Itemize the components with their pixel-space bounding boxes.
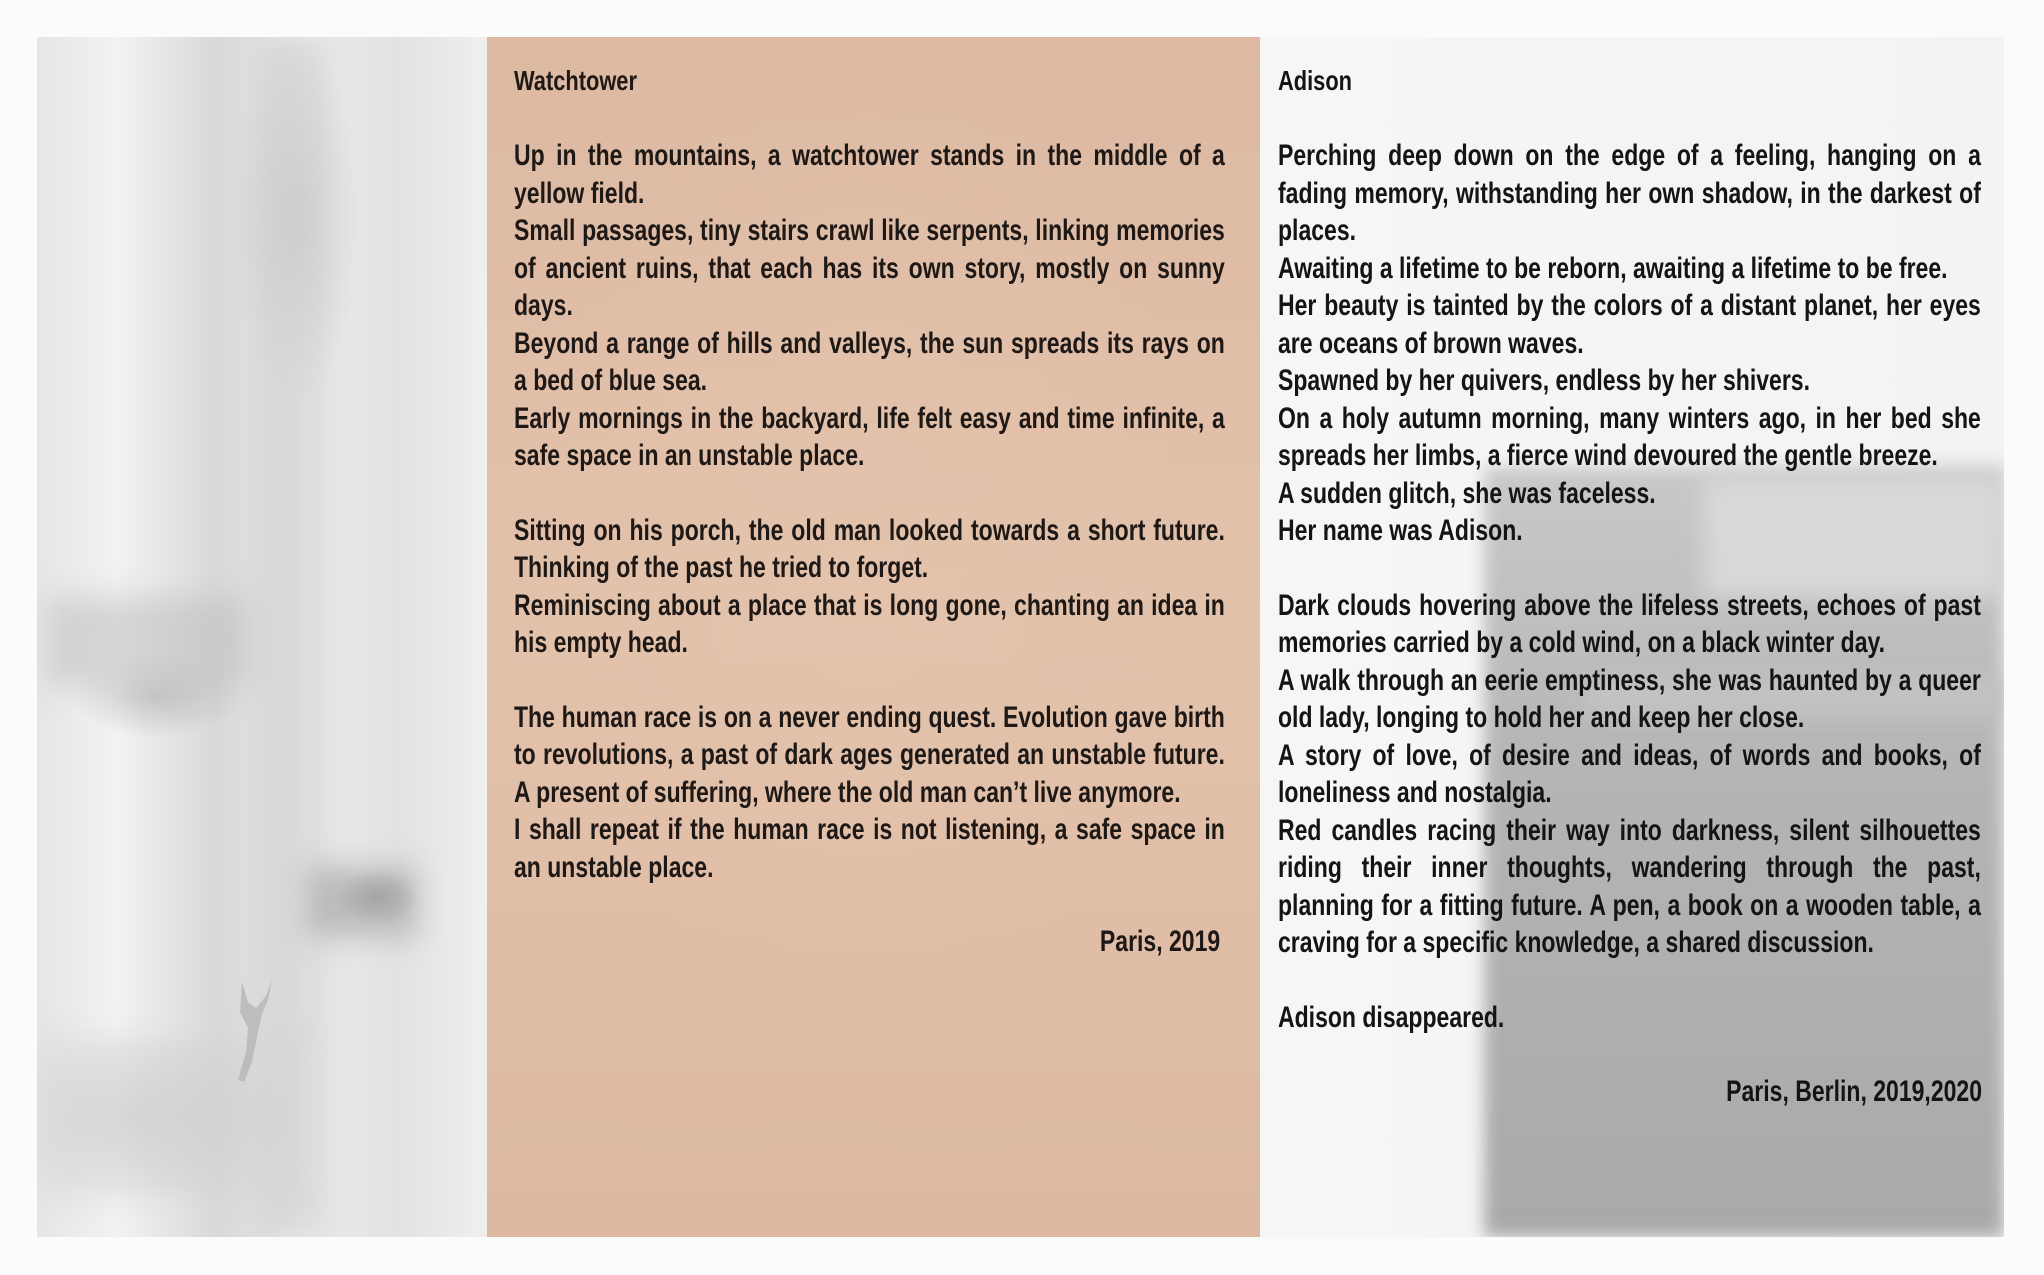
signature-text: Paris, 2019 — [1099, 925, 1220, 958]
left-photo-panel — [37, 37, 487, 1237]
deer-silhouette-icon — [222, 972, 292, 1092]
poem-line: Perching deep down on the edge of a feeling, hanging on a fading memory, withstanding her own shadow, in the darkest of places. — [1278, 139, 1981, 247]
poem-line: Red candles racing their way into darkness, silent silhouettes riding their inner thoughts, wandering through the past, planning for a fitting future. A pen, a book on a wooden table, a craving for a specific knowledge, a shared discussion. — [1278, 813, 1981, 959]
adison-stanza — [1278, 999, 1982, 1037]
watchtower-signature — [514, 923, 1226, 961]
poem-line: The human race is on a never ending quest. Evolution gave birth to revolutions, a past of dark ages generated an unstable future. A present of suffering, where the old man can’t live anymore. — [514, 700, 1225, 809]
poem-line: A story of love, of desire and ideas, of words and books, of loneliness and nostalgia. — [1278, 738, 1981, 809]
blur-streak — [307, 867, 417, 937]
adison-title: Adison — [1278, 65, 1353, 96]
poem-line: On a holy autumn morning, many winters ago, in her bed she spreads her limbs, a fierce wind devoured the gentle breeze. — [1278, 401, 1981, 472]
poem-line: A sudden glitch, she was faceless. — [1278, 476, 1656, 510]
adison-stanza — [1278, 137, 1982, 550]
poem-line: Up in the mountains, a watchtower stands in the middle of a yellow field. — [514, 139, 1225, 210]
poem-line: Adison disappeared. — [1278, 1000, 1505, 1034]
watchtower-title: Watchtower — [514, 65, 637, 96]
blur-streak — [47, 597, 247, 687]
poem-line: A walk through an eerie emptiness, she was haunted by a queer old lady, longing to hold her and keep her close. — [1278, 663, 1981, 734]
poem-line: Awaiting a lifetime to be reborn, awaiting a lifetime to be free. — [1278, 251, 1948, 285]
poem-line: Her name was Adison. — [1278, 514, 1523, 547]
poem-line: I shall repeat if the human race is not listening, a safe space in an unstable place. — [514, 813, 1225, 884]
adison-signature — [1278, 1073, 1982, 1111]
watchtower-panel — [487, 37, 1260, 1237]
poem-line: Early mornings in the backyard, life felt easy and time infinite, a safe space in an unstable place. — [514, 401, 1225, 472]
poem-line: Spawned by her quivers, endless by her shivers. — [1278, 364, 1810, 397]
poem-line: Beyond a range of hills and valleys, the sun spreads its rays on a bed of blue sea. — [514, 326, 1225, 397]
poem-line: Her beauty is tainted by the colors of a distant planet, her eyes are oceans of brown waves. — [1278, 289, 1981, 360]
watchtower-stanza — [514, 699, 1226, 887]
signature-text: Paris, Berlin, 2019,2020 — [1726, 1075, 1982, 1108]
adison-stanza — [1278, 587, 1982, 962]
poem-line: Sitting on his porch, the old man looked towards a short future. Thinking of the past he tried to forget. — [514, 513, 1225, 584]
watchtower-stanza — [514, 512, 1226, 662]
poem-spread — [37, 37, 2004, 1237]
poem-line: Small passages, tiny stairs crawl like serpents, linking memories of ancient ruins, that each has its own story, mostly on sunny days. — [514, 214, 1225, 322]
poem-line: Dark clouds hovering above the lifeless streets, echoes of past memories carried by a cold wind, on a black winter day. — [1278, 588, 1981, 659]
adison-panel — [1260, 37, 2004, 1237]
watchtower-stanza — [514, 137, 1226, 475]
poem-line: Reminiscing about a place that is long gone, chanting an idea in his empty head. — [514, 588, 1225, 659]
